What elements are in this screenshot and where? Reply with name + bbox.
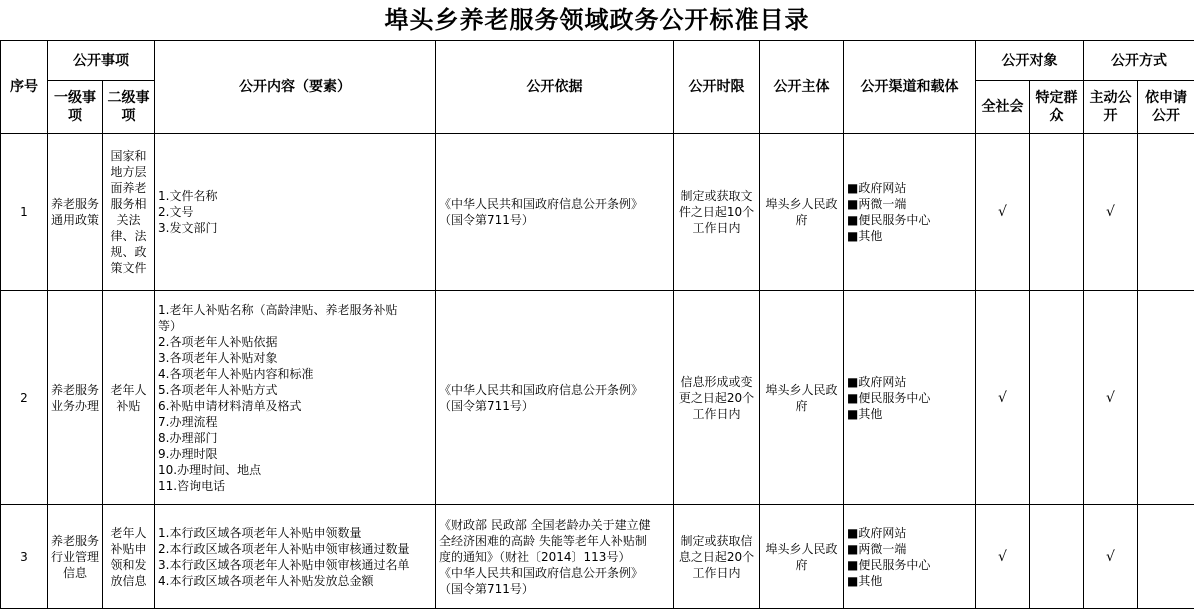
content-line: 4.各项老年人补贴内容和标准 <box>158 366 314 381</box>
header-target-group: 公开对象 <box>976 41 1084 81</box>
content-line: 7.办理流程 <box>158 414 218 429</box>
content-line: 1.文件名称 <box>158 189 218 203</box>
row-subject: 埠头乡人民政府 <box>760 291 844 505</box>
active-check: √ <box>1084 291 1138 505</box>
content-line: 11.咨询电话 <box>158 478 226 493</box>
content-line: 2.文号 <box>158 205 194 219</box>
row-seq: 3 <box>1 505 48 609</box>
on-request-check <box>1138 291 1194 505</box>
content-line: 3.本行政区域各项老年人补贴申领审核通过名单 <box>158 557 410 572</box>
basis-line: 《中华人民共和国政府信息公开条例》 <box>439 197 644 211</box>
row-channel <box>844 291 976 505</box>
header-on-request: 依申请公开 <box>1138 81 1194 134</box>
header-level1: 一级事项 <box>48 81 103 134</box>
whole-society-check: √ <box>976 134 1030 291</box>
header-method-group: 公开方式 <box>1084 41 1194 81</box>
whole-society-check: √ <box>976 291 1030 505</box>
row-subject: 埠头乡人民政府 <box>760 134 844 291</box>
content-line: 1.本行政区域各项老年人补贴申领数量 <box>158 525 362 540</box>
row-basis <box>436 291 674 505</box>
channel-line: ■其他 <box>847 406 883 421</box>
content-line: 8.办理部门 <box>158 430 218 445</box>
content-line: 1.老年人补贴名称（高龄津贴、养老服务补贴 <box>158 302 398 317</box>
content-line: 4.本行政区域各项老年人补贴发放总金额 <box>158 573 374 588</box>
header-whole-society: 全社会 <box>976 81 1030 134</box>
content-line: 3.发文部门 <box>158 221 218 235</box>
basis-line: 《财政部 民政部 全国老龄办关于建立健 <box>439 517 651 532</box>
row-level1: 养老服务行业管理信息 <box>48 505 103 609</box>
header-specific-group: 特定群众 <box>1030 81 1084 134</box>
row-seq: 2 <box>1 291 48 505</box>
whole-society-check: √ <box>976 505 1030 609</box>
header-active: 主动公开 <box>1084 81 1138 134</box>
content-line: 2.本行政区域各项老年人补贴申领审核通过数量 <box>158 541 410 556</box>
row-seq: 1 <box>1 134 48 291</box>
table-row <box>1 291 1194 505</box>
on-request-check <box>1138 505 1194 609</box>
channel-line: ■两微一端 <box>847 541 907 556</box>
channel-line: ■其他 <box>847 229 883 243</box>
basis-line: 《中华人民共和国政府信息公开条例》 <box>439 382 644 397</box>
content-line: 3.各项老年人补贴对象 <box>158 350 278 365</box>
content-line: 5.各项老年人补贴方式 <box>158 382 278 397</box>
header-content: 公开内容（要素） <box>155 41 436 134</box>
content-line: 等） <box>158 318 183 333</box>
channel-line: ■政府网站 <box>847 181 907 195</box>
channel-line: ■其他 <box>847 573 883 588</box>
row-level2: 老年人补贴 <box>103 291 155 505</box>
channel-line: ■两微一端 <box>847 197 907 211</box>
row-level1: 养老服务业务办理 <box>48 291 103 505</box>
channel-line: ■便民服务中心 <box>847 557 931 572</box>
row-channel <box>844 134 976 291</box>
row-time-limit: 制定或获取文件之日起10个工作日内 <box>674 134 760 291</box>
basis-line: （国令第711号） <box>439 398 534 413</box>
row-content <box>155 291 436 505</box>
row-channel <box>844 505 976 609</box>
specific-group-check <box>1030 134 1084 291</box>
basis-line: 全经济困难的高龄 失能等老年人补贴制 <box>439 533 647 548</box>
on-request-check <box>1138 134 1194 291</box>
row-content <box>155 134 436 291</box>
channel-line: ■政府网站 <box>847 525 907 540</box>
table-row <box>1 134 1194 291</box>
specific-group-check <box>1030 505 1084 609</box>
table-row <box>1 505 1194 609</box>
row-time-limit: 制定或获取信息之日起20个工作日内 <box>674 505 760 609</box>
row-basis <box>436 134 674 291</box>
row-level1: 养老服务通用政策 <box>48 134 103 291</box>
active-check: √ <box>1084 505 1138 609</box>
header-level2: 二级事项 <box>103 81 155 134</box>
row-basis <box>436 505 674 609</box>
row-subject: 埠头乡人民政府 <box>760 505 844 609</box>
row-content <box>155 505 436 609</box>
row-level2: 国家和地方层面养老服务相关法律、法规、政策文件 <box>103 134 155 291</box>
header-subject: 公开主体 <box>760 41 844 134</box>
specific-group-check <box>1030 291 1084 505</box>
basis-line: 度的通知》（财社〔2014〕113号） <box>439 549 631 564</box>
row-time-limit: 信息形成或变更之日起20个工作日内 <box>674 291 760 505</box>
content-line: 6.补贴申请材料清单及格式 <box>158 398 302 413</box>
basis-line: （国令第711号） <box>439 213 534 227</box>
header-time-limit: 公开时限 <box>674 41 760 134</box>
content-line: 9.办理时限 <box>158 446 218 461</box>
active-check: √ <box>1084 134 1138 291</box>
header-channel: 公开渠道和载体 <box>844 41 976 134</box>
channel-line: ■便民服务中心 <box>847 213 931 227</box>
page-title: 埠头乡养老服务领域政务公开标准目录 <box>384 6 810 34</box>
header-item-group: 公开事项 <box>48 41 155 81</box>
basis-line: （国令第711号） <box>439 581 534 596</box>
header-basis: 公开依据 <box>436 41 674 134</box>
catalog-table <box>0 40 1194 609</box>
content-line: 10.办理时间、地点 <box>158 462 262 477</box>
row-level2: 老年人补贴申领和发放信息 <box>103 505 155 609</box>
content-line: 2.各项老年人补贴依据 <box>158 334 278 349</box>
basis-line: 《中华人民共和国政府信息公开条例》 <box>439 565 644 580</box>
channel-line: ■政府网站 <box>847 374 907 389</box>
channel-line: ■便民服务中心 <box>847 390 931 405</box>
header-seq: 序号 <box>1 41 48 134</box>
